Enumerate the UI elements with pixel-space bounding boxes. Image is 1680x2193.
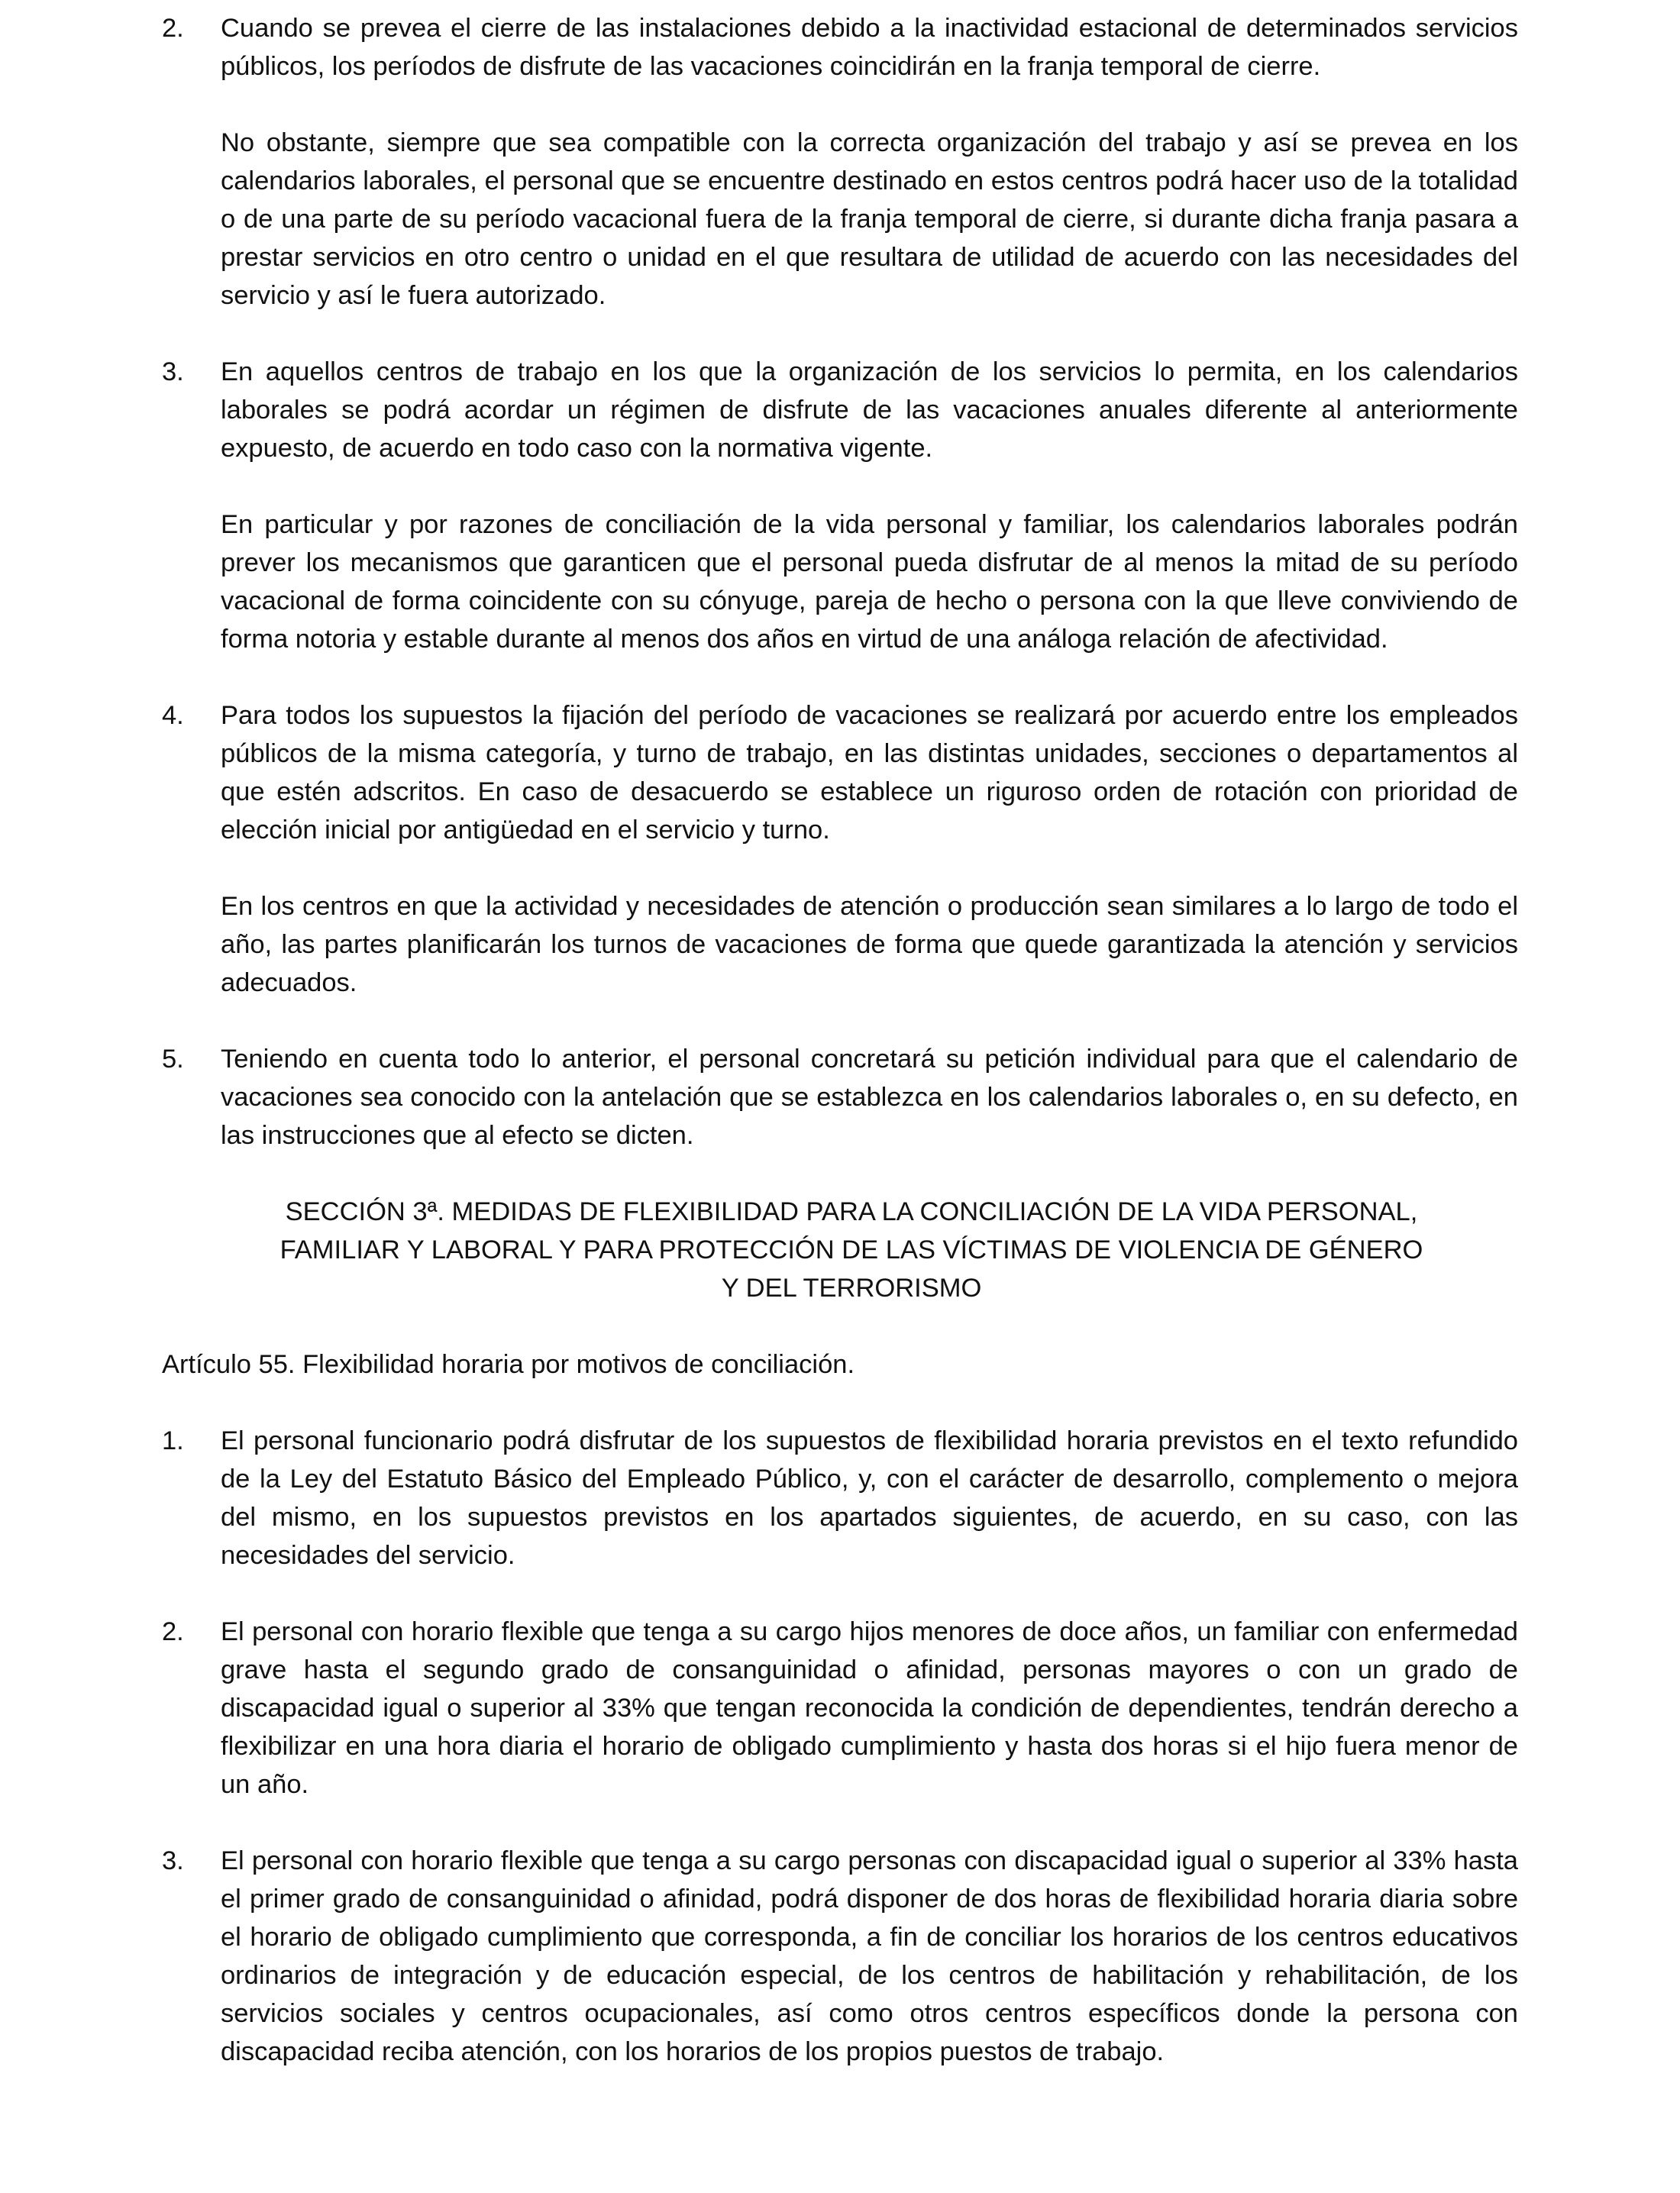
- paragraph: En aquellos centros de trabajo en los que la organización de los servicios lo permita, en los calendarios laborales se podrá acordar un régimen de disfrute de las vacaciones anuales diferente al anteriormente expuesto, de acuerdo en todo caso con la normativa vigente.: [221, 357, 1518, 463]
- paragraph: Teniendo en cuenta todo lo anterior, el personal concretará su petición individual para que el calendario de vacaciones sea conocido con la antelación que se establezca en los calendarios laborales o, en su defecto, en las instrucciones que al efecto se dicten.: [221, 1045, 1518, 1150]
- list-item: [162, 9, 1518, 315]
- section-heading-line: FAMILIAR Y LABORAL Y PARA PROTECCIÓN DE LAS VÍCTIMAS DE VIOLENCIA DE GÉNERO: [279, 1235, 1423, 1264]
- section-heading-line: SECCIÓN 3ª. MEDIDAS DE FLEXIBILIDAD PARA LA CONCILIACIÓN DE LA VIDA PERSONAL,: [285, 1197, 1418, 1226]
- paragraph: En los centros en que la actividad y necesidades de atención o producción sean similares a lo largo de todo el año, las partes planificarán los turnos de vacaciones de forma que quede garantizada la atención y servicios adecuados.: [221, 892, 1518, 997]
- article-title: Artículo 55. Flexibilidad horaria por motivos de conciliación.: [162, 1350, 855, 1379]
- paragraph: Cuando se prevea el cierre de las instalaciones debido a la inactividad estacional de determinados servicios públicos, los períodos de disfrute de las vacaciones coincidirán en la franja temporal de cierre.: [221, 14, 1518, 81]
- list-item: [162, 1040, 1518, 1155]
- list-item: [162, 1842, 1518, 2071]
- item-number: 2.: [162, 14, 184, 43]
- item-number: 2.: [162, 1617, 184, 1646]
- section-heading: [162, 1193, 1518, 1307]
- list-item: [162, 1613, 1518, 1804]
- document-page: [162, 9, 1518, 2071]
- paragraph: No obstante, siempre que sea compatible con la correcta organización del trabajo y así se prevea en los calendarios laborales, el personal que se encuentre destinado en estos centros podrá hacer uso de la totalidad o de una parte de su período vacacional fuera de la franja temporal de cierre, si durante dicha franja pasara a prestar servicios en otro centro o unidad en el que resultara de utilidad de acuerdo con las necesidades del servicio y así le fuera autorizado.: [221, 128, 1518, 310]
- item-number: 1.: [162, 1426, 184, 1455]
- list-flexibilidad: [162, 1422, 1518, 2071]
- paragraph: El personal con horario flexible que tenga a su cargo personas con discapacidad igual o superior al 33% hasta el primer grado de consanguinidad o afinidad, podrá disponer de dos horas de flexibilidad horaria diaria sobre el horario de obligado cumplimiento que corresponda, a fin de conciliar los horarios de los centros educativos ordinarios de integración y de educación especial, de los centros de habilitación y rehabilitación, de los servicios sociales y centros ocupacionales, así como otros centros específicos donde la persona con discapacidad reciba atención, con los horarios de los propios puestos de trabajo.: [221, 1846, 1518, 2066]
- paragraph: El personal con horario flexible que tenga a su cargo hijos menores de doce años, un familiar con enfermedad grave hasta el segundo grado de consanguinidad o afinidad, personas mayores o con un grado de discapacidad igual o superior al 33% que tengan reconocida la condición de dependientes, tendrán derecho a flexibilizar en una hora diaria el horario de obligado cumplimiento y hasta dos horas si el hijo fuera menor de un año.: [221, 1617, 1518, 1799]
- list-item: [162, 696, 1518, 1002]
- item-number: 3.: [162, 357, 184, 386]
- paragraph: Para todos los supuestos la fijación del período de vacaciones se realizará por acuerdo entre los empleados públicos de la misma categoría, y turno de trabajo, en las distintas unidades, secciones o departamentos al que estén adscritos. En caso de desacuerdo se establece un riguroso orden de rotación con prioridad de elección inicial por antigüedad en el servicio y turno.: [221, 701, 1518, 845]
- item-number: 4.: [162, 701, 184, 730]
- list-item: [162, 1422, 1518, 1575]
- list-vacaciones: [162, 9, 1518, 1155]
- list-item: [162, 353, 1518, 658]
- paragraph: El personal funcionario podrá disfrutar de los supuestos de flexibilidad horaria previstos en el texto refundido de la Ley del Estatuto Básico del Empleado Público, y, con el carácter de desarrollo, complemento o mejora del mismo, en los supuestos previstos en los apartados siguientes, de acuerdo, en su caso, con las necesidades del servicio.: [221, 1426, 1518, 1570]
- section-heading-line: Y DEL TERRORISMO: [721, 1274, 982, 1303]
- item-number: 3.: [162, 1846, 184, 1875]
- item-number: 5.: [162, 1045, 184, 1074]
- paragraph: En particular y por razones de conciliación de la vida personal y familiar, los calendarios laborales podrán prever los mecanismos que garanticen que el personal pueda disfrutar de al menos la mitad de su período vacacional de forma coincidente con su cónyuge, pareja de hecho o persona con la que lleve conviviendo de forma notoria y estable durante al menos dos años en virtud de una análoga relación de afectividad.: [221, 510, 1518, 654]
